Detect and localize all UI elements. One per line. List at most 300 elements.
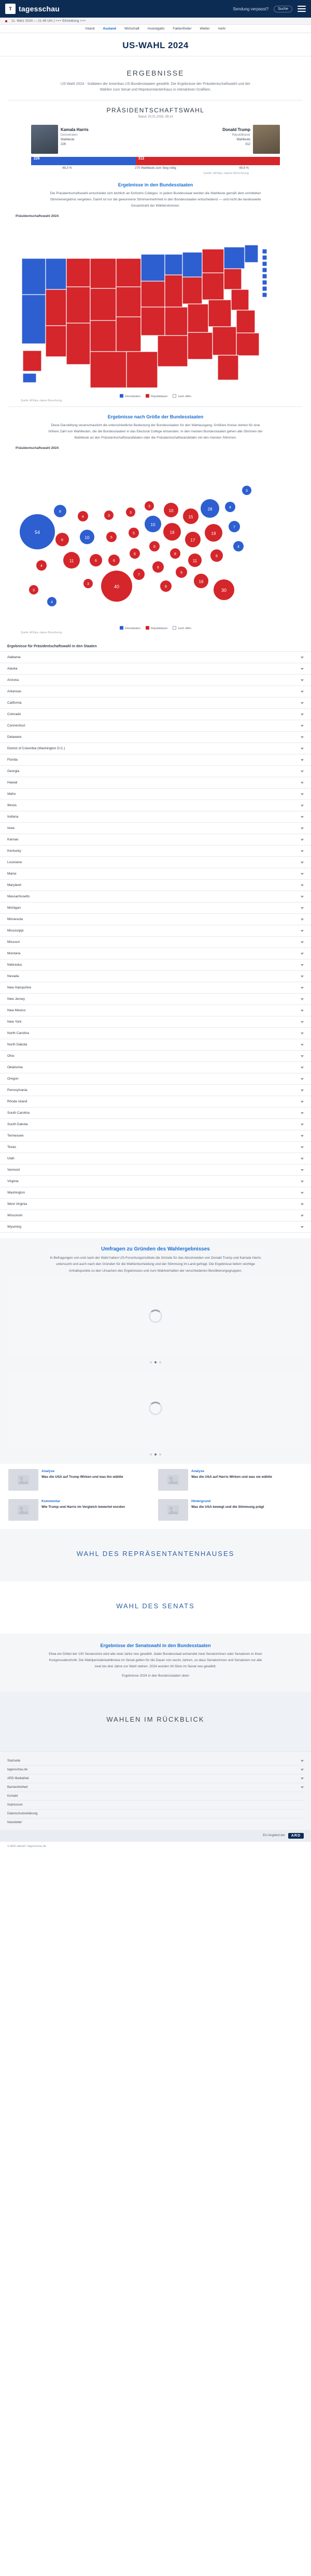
divider-2 (8, 406, 303, 407)
state-label: Montana (7, 952, 21, 956)
state-label: South Carolina (7, 1111, 30, 1115)
state-row[interactable] (0, 1165, 311, 1176)
chevron-down-icon[interactable] (301, 702, 304, 704)
svg-text:4: 4 (237, 545, 239, 549)
state-row[interactable] (0, 1016, 311, 1028)
svg-text:6: 6 (61, 539, 63, 543)
state-label: New York (7, 1020, 22, 1024)
footer-label: Kontakt (7, 1794, 18, 1798)
footer (0, 1751, 311, 1830)
brand[interactable] (5, 4, 60, 14)
electoral-bar-rep (136, 157, 280, 165)
electoral-bar-wrap (0, 154, 311, 175)
teaser-thumb-4 (158, 1499, 188, 1521)
trump-portrait (253, 125, 280, 154)
trump-name: Donald Trump (222, 127, 250, 133)
footer-label: Barrierefreiheit (7, 1785, 28, 1789)
polls-section (0, 1238, 311, 1463)
chevron-down-icon[interactable] (301, 1226, 304, 1228)
teaser-kicker: Kommentar (41, 1499, 61, 1503)
teaser-card[interactable] (158, 1469, 303, 1491)
map2-caption: Präsidentschaftswahl 2024 (16, 446, 59, 450)
footer-item[interactable] (7, 1774, 304, 1783)
svg-text:10: 10 (150, 522, 156, 528)
state-row[interactable] (0, 959, 311, 971)
state-label: Maryland (7, 883, 21, 887)
state-row[interactable] (0, 697, 311, 709)
footer-bottom (0, 1830, 311, 1842)
chevron-down-icon[interactable] (301, 1778, 304, 1780)
state-row[interactable] (0, 834, 311, 846)
state-row[interactable] (0, 1005, 311, 1016)
carousel-dot-active[interactable] (154, 1453, 157, 1456)
teaser-headline: Was die USA bewegt und die Stimmung prägt (191, 1505, 264, 1509)
svg-text:6: 6 (95, 559, 97, 563)
teaser-text (191, 1469, 272, 1491)
svg-text:11: 11 (69, 559, 74, 564)
chevron-down-icon[interactable] (301, 1135, 304, 1137)
polls-carousel-dots-2[interactable] (0, 1450, 311, 1459)
chevron-down-icon[interactable] (301, 1203, 304, 1205)
teaser-card[interactable] (8, 1499, 153, 1521)
map1-block-title: Ergebnisse in den Bundesstaaten (118, 182, 193, 188)
state-row[interactable] (0, 1051, 311, 1062)
candidate-trump (156, 125, 280, 154)
svg-text:8: 8 (165, 585, 167, 589)
chevron-down-icon[interactable] (301, 1021, 304, 1023)
footer-item[interactable] (7, 1783, 304, 1792)
state-label: Massachusetts (7, 895, 30, 899)
chevron-down-icon[interactable] (301, 1169, 304, 1171)
state-label: New Jersey (7, 997, 25, 1001)
chevron-down-icon[interactable] (301, 714, 304, 716)
teaser-headline: Wie Trump und Harris im Vergleich bewertet wurden (41, 1505, 125, 1509)
chevron-down-icon[interactable] (301, 1215, 304, 1217)
chevron-down-icon[interactable] (301, 1101, 304, 1103)
chevron-down-icon[interactable] (301, 759, 304, 761)
footer-item[interactable] (7, 1801, 304, 1810)
live-dot-icon (5, 20, 7, 22)
state-label: Wisconsin (7, 1214, 23, 1218)
chevron-down-icon[interactable] (301, 998, 304, 1000)
senate-heading: WAHL DES SENATS (116, 1602, 195, 1610)
state-label: Utah (7, 1157, 15, 1161)
state-label: North Carolina (7, 1031, 29, 1036)
top-bar (0, 0, 311, 18)
electoral-map-states[interactable] (0, 220, 311, 406)
state-row[interactable] (0, 1221, 311, 1233)
copyright: © ARD-aktuell / tagesschau.de (7, 1844, 46, 1848)
electoral-bar-rep-value: 312 (138, 157, 145, 161)
polls-carousel-dots-1[interactable] (0, 1358, 311, 1366)
chevron-down-icon[interactable] (301, 1769, 304, 1771)
nav-item-ausland[interactable]: Ausland (103, 27, 116, 31)
chevron-down-icon[interactable] (301, 850, 304, 852)
state-label: Indiana (7, 815, 19, 819)
carousel-dot[interactable] (150, 1361, 152, 1363)
chevron-down-icon[interactable] (301, 907, 304, 909)
electoral-bar-labels (31, 165, 280, 170)
carousel-dot[interactable] (150, 1453, 152, 1456)
chevron-down-icon[interactable] (301, 1032, 304, 1035)
chevron-down-icon[interactable] (301, 862, 304, 864)
state-label: Kansas (7, 838, 19, 842)
state-row[interactable] (0, 800, 311, 811)
svg-text:4: 4 (82, 515, 84, 519)
house-heading: WAHL DES REPRÄSENTANTENHAUSES (76, 1549, 235, 1558)
svg-text:6: 6 (113, 559, 115, 563)
svg-text:8: 8 (59, 510, 61, 514)
teaser-text (41, 1499, 125, 1521)
state-row[interactable] (0, 1187, 311, 1199)
electoral-bar (31, 157, 280, 165)
senate-states-title: Ergebnisse der Senatswahl in den Bundesstaaten (100, 1642, 211, 1648)
state-row[interactable] (0, 823, 311, 834)
state-label: Georgia (7, 769, 20, 774)
chevron-down-icon[interactable] (301, 668, 304, 670)
electoral-map-bubbles[interactable] (0, 452, 311, 638)
state-label: District of Columbia (Washington D.C.) (7, 747, 65, 751)
state-row[interactable] (0, 903, 311, 914)
svg-text:6: 6 (157, 566, 159, 570)
state-label: Iowa (7, 826, 15, 831)
chevron-down-icon[interactable] (301, 736, 304, 738)
nav-item-mehr[interactable]: mehr (218, 27, 226, 31)
state-row[interactable] (0, 675, 311, 686)
nav-item-wetter[interactable]: Wetter (200, 27, 210, 31)
state-row[interactable] (0, 880, 311, 891)
chevron-down-icon[interactable] (301, 1786, 304, 1788)
svg-text:6: 6 (153, 545, 156, 549)
news-ticker (0, 18, 311, 25)
state-label: North Dakota (7, 1043, 27, 1047)
brand-name: tagesschau (19, 5, 60, 13)
chevron-down-icon[interactable] (301, 770, 304, 773)
state-row[interactable] (0, 994, 311, 1005)
chevron-down-icon[interactable] (301, 1181, 304, 1183)
harris-portrait (31, 125, 58, 154)
state-label: Ohio (7, 1054, 15, 1058)
state-label: Missouri (7, 940, 20, 944)
chevron-down-icon[interactable] (301, 941, 304, 943)
candidate-harris (31, 125, 156, 154)
state-row[interactable] (0, 1176, 311, 1187)
state-row[interactable] (0, 857, 311, 868)
teaser-thumb-1 (8, 1469, 38, 1491)
harris-percent: 48,3 % (62, 167, 72, 170)
harris-party: Demokraten (61, 134, 78, 137)
polls-text: In Befragungen von und nach der Wahl haben US-Forschungsinstitute die Gründe für das Abschneiden von Donald Trump und Kamala Harris untersucht und auch nach den Gründen für die Wahlentscheidung und der Stimmung im Land gefragt. Die Ergebnisse liefern wichtige Anhaltspunkte zu den Ursachen des Ergebnisses und zum Wahlverhalten der verschiedenen Bevölkerungsgruppen. (50, 1256, 261, 1273)
svg-text:15: 15 (188, 515, 193, 520)
legend-item-open: noch offen (173, 394, 191, 398)
teaser-kicker: Analyse (41, 1469, 54, 1473)
state-row[interactable] (0, 1119, 311, 1130)
sendung-verpasst-link[interactable]: Sendung verpasst? (233, 6, 269, 11)
footer-label: ARD Mediathek (7, 1777, 30, 1780)
teaser-row-1 (0, 1464, 311, 1499)
svg-text:10: 10 (84, 535, 90, 541)
svg-text:54: 54 (34, 530, 40, 535)
svg-text:10: 10 (168, 508, 174, 514)
results-intro-text: US-Wahl 2024 - Soldaten der Amerikas US-Bundesstaaten gewählt. Die Ergebnisse der Präsidentschaftswahl und der Wahlen zum Senat und Repräsentantenhaus in interaktiven Grafiken. (61, 82, 250, 92)
map1-source: Quelle: AP/dpa, eigene Berechnung (21, 399, 62, 403)
state-row[interactable] (0, 868, 311, 880)
state-label: Colorado (7, 712, 21, 717)
legend2-item-open: noch offen (173, 626, 191, 630)
footer-item[interactable] (7, 1757, 304, 1766)
teaser-kicker: Analyse (191, 1469, 204, 1473)
state-label: Kentucky (7, 849, 21, 853)
state-row[interactable] (0, 1085, 311, 1096)
map2-block-text: Diese Darstellung veranschaulicht die unterschiedliche Bedeutung der Bundesstaaten für den Wahlausgang. Größere Kreise stehen für eine höhere Zahl von Wahlleuten, die die Bundesstaaten in das Electoral College entsenden. In den meisten Bundesstaaten gehen alle Stimmen der Wahlleute an den Präsidentschaftskandidaten oder die Präsidentschaftskandidatin mit den meisten Stimmen. (48, 424, 263, 440)
nav-item-faktenfinder[interactable]: Faktenfinder (173, 27, 192, 31)
state-label: West Virginia (7, 1202, 27, 1206)
retrospective-heading: WAHLEN IM RÜCKBLICK (106, 1715, 205, 1723)
senate-section (0, 1581, 311, 1634)
house-section (0, 1529, 311, 1581)
state-label: Pennsylvania (7, 1088, 27, 1093)
harris-electors: 226 (61, 143, 66, 147)
candidate-row (0, 125, 311, 154)
footer-item[interactable] (7, 1792, 304, 1801)
chevron-down-icon[interactable] (301, 782, 304, 784)
map2-legend (10, 626, 301, 630)
svg-text:5: 5 (110, 536, 112, 540)
chevron-down-icon[interactable] (301, 1055, 304, 1057)
chevron-down-icon[interactable] (301, 987, 304, 989)
retrospective-section (0, 1692, 311, 1751)
state-row[interactable] (0, 1210, 311, 1221)
chevron-down-icon[interactable] (301, 725, 304, 727)
state-row[interactable] (0, 1062, 311, 1073)
teaser-thumb-3 (8, 1499, 38, 1521)
svg-text:3: 3 (246, 489, 248, 493)
states-list-title: Ergebnisse für Präsidentschaftswahl in den Staaten (7, 645, 97, 649)
svg-text:5: 5 (133, 532, 135, 536)
chevron-down-icon[interactable] (301, 1158, 304, 1160)
state-label: Texas (7, 1145, 16, 1149)
svg-text:8: 8 (174, 552, 176, 557)
state-row[interactable] (0, 1039, 311, 1051)
state-row[interactable] (0, 789, 311, 800)
svg-text:4: 4 (51, 601, 53, 605)
teaser-kicker: Hintergrund (191, 1499, 211, 1503)
nav-item-wirtschaft[interactable]: Wirtschaft (124, 27, 139, 31)
trump-percent: 49,9 % (239, 167, 249, 170)
state-label: Maine (7, 872, 17, 876)
state-row[interactable] (0, 891, 311, 903)
state-label: Vermont (7, 1168, 20, 1172)
state-row[interactable] (0, 937, 311, 948)
svg-text:3: 3 (108, 514, 110, 518)
teaser-card[interactable] (8, 1469, 153, 1491)
ard-logo[interactable]: ARD (288, 1833, 304, 1839)
us-map-bubble-svg[interactable] (10, 454, 301, 625)
chevron-down-icon[interactable] (301, 679, 304, 681)
state-row[interactable] (0, 1142, 311, 1153)
presidential-source: Quelle: AP/dpa, eigene Berechnung (203, 172, 249, 176)
svg-text:8: 8 (216, 555, 218, 559)
state-row[interactable] (0, 777, 311, 789)
footer-label: tagesschau.de (7, 1768, 28, 1771)
majority-note: 270 Wahlleute zum Sieg nötig (135, 167, 176, 170)
presidential-header (0, 100, 311, 121)
footer-item[interactable] (7, 1818, 304, 1827)
chevron-down-icon[interactable] (301, 1760, 304, 1762)
state-row[interactable] (0, 1153, 311, 1165)
top-bar-right (233, 6, 306, 12)
state-label: Rhode Island (7, 1100, 27, 1104)
chevron-down-icon[interactable] (301, 1146, 304, 1148)
state-row[interactable] (0, 732, 311, 743)
polls-title: Umfragen zu Gründen des Wahlergebnisses (101, 1246, 210, 1253)
svg-text:19: 19 (169, 530, 175, 535)
state-label: Alaska (7, 667, 18, 671)
state-row[interactable] (0, 1096, 311, 1108)
svg-text:30: 30 (221, 588, 227, 593)
search-pill[interactable]: Suche (274, 6, 292, 12)
chevron-down-icon[interactable] (301, 1078, 304, 1080)
loading-spinner-icon (149, 1309, 162, 1323)
state-label: Nevada (7, 974, 19, 979)
state-label: Virginia (7, 1180, 19, 1184)
state-row[interactable] (0, 754, 311, 766)
chevron-down-icon[interactable] (301, 657, 304, 659)
svg-text:11: 11 (192, 559, 197, 564)
state-label: Nebraska (7, 963, 22, 967)
chevron-down-icon[interactable] (301, 873, 304, 875)
state-row[interactable] (0, 982, 311, 994)
map2-source: Quelle: AP/dpa, eigene Berechnung (21, 631, 62, 635)
legend-item-rep: Republikaner (146, 394, 167, 398)
footer-bottom-label: Ein Angebot der (263, 1834, 285, 1838)
chevron-down-icon[interactable] (301, 1192, 304, 1194)
harris-info (61, 125, 89, 147)
page-title-band (0, 33, 311, 56)
footer-item[interactable] (7, 1810, 304, 1818)
chevron-down-icon[interactable] (301, 964, 304, 966)
svg-text:6: 6 (134, 552, 136, 557)
chevron-down-icon[interactable] (301, 1089, 304, 1091)
state-row[interactable] (0, 1073, 311, 1085)
electoral-bar-dem (31, 157, 136, 165)
carousel-dot[interactable] (159, 1453, 161, 1456)
svg-text:3: 3 (33, 589, 35, 593)
chevron-down-icon[interactable] (301, 748, 304, 750)
electoral-bar-dem-value: 226 (34, 157, 40, 161)
state-row[interactable] (0, 914, 311, 925)
state-label: Connecticut (7, 724, 25, 728)
state-row[interactable] (0, 1108, 311, 1119)
state-label: Illinois (7, 804, 17, 808)
state-row[interactable] (0, 948, 311, 959)
carousel-dot[interactable] (159, 1361, 161, 1363)
chevron-down-icon[interactable] (301, 691, 304, 693)
chevron-down-icon[interactable] (301, 1044, 304, 1046)
svg-text:9: 9 (180, 571, 182, 575)
state-label: Alabama (7, 656, 21, 660)
teaser-headline: Was die USA auf Harris Wirken und was sie wählte (191, 1475, 272, 1479)
us-map-choropleth-svg[interactable] (10, 222, 301, 393)
trump-info (222, 125, 250, 147)
chevron-down-icon[interactable] (301, 930, 304, 932)
state-label: Oklahoma (7, 1066, 23, 1070)
main-nav (0, 25, 311, 33)
chevron-down-icon[interactable] (301, 793, 304, 795)
svg-text:3: 3 (87, 583, 89, 587)
state-label: Tennessee (7, 1134, 24, 1138)
map1-block-text: Die Präsidentschaftswahl entscheidet sich letztlich an fünfzehn Colleges. In jedem Bundesstaat werden die Wahlleute gemäß dem ermittelten Stimmenergebnis vergeben. Damit ist nur die gewonnene Stimmenmehrheit in den Bundesstaaten entscheidend — und nicht die landesweite Gesamtzahl der Wählerstimmen. (50, 192, 261, 208)
states-accordion (0, 651, 311, 1233)
carousel-dot-active[interactable] (154, 1361, 157, 1363)
state-row[interactable] (0, 651, 311, 663)
state-row[interactable] (0, 686, 311, 697)
state-row[interactable] (0, 1130, 311, 1142)
nav-item-inland[interactable]: Inland (85, 27, 95, 31)
teaser-thumb-2 (158, 1469, 188, 1491)
teaser-card[interactable] (158, 1499, 303, 1521)
nav-item-investigativ[interactable]: Investigativ (147, 27, 165, 31)
state-row[interactable] (0, 925, 311, 937)
legend2-item-dem: Demokraten (120, 626, 140, 630)
state-label: California (7, 701, 22, 705)
teaser-headline: Was die USA auf Trump Wirken und was ihn wählte (41, 1475, 123, 1479)
state-row[interactable] (0, 720, 311, 732)
state-row[interactable] (0, 766, 311, 777)
state-row[interactable] (0, 1028, 311, 1039)
chevron-down-icon[interactable] (301, 896, 304, 898)
chevron-down-icon[interactable] (301, 884, 304, 886)
state-row[interactable] (0, 971, 311, 982)
trump-party: Republikaner (232, 134, 250, 137)
chevron-down-icon[interactable] (301, 816, 304, 818)
state-row[interactable] (0, 811, 311, 823)
state-row[interactable] (0, 663, 311, 675)
footer-label: Startseite (7, 1759, 21, 1763)
svg-text:17: 17 (190, 538, 195, 543)
hamburger-icon[interactable] (298, 6, 306, 12)
chevron-down-icon[interactable] (301, 976, 304, 978)
chevron-down-icon[interactable] (301, 839, 304, 841)
chevron-down-icon[interactable] (301, 805, 304, 807)
svg-text:4: 4 (40, 564, 43, 569)
state-label: Wyoming (7, 1225, 22, 1229)
chevron-down-icon[interactable] (301, 827, 304, 829)
teaser-text (41, 1469, 123, 1491)
state-label: Arkansas (7, 690, 22, 694)
loading-spinner-icon (149, 1402, 162, 1415)
map1-caption: Präsidentschaftswahl 2024 (16, 214, 59, 219)
teaser-row-2 (0, 1499, 311, 1529)
svg-text:16: 16 (199, 579, 204, 585)
state-label: Mississippi (7, 929, 24, 933)
trump-electors-label: Wahlleute (236, 138, 250, 142)
trump-electors: 312 (245, 143, 250, 147)
chevron-down-icon[interactable] (301, 1124, 304, 1126)
state-row[interactable] (0, 743, 311, 754)
state-label: Florida (7, 758, 18, 762)
chevron-down-icon[interactable] (301, 1067, 304, 1069)
state-row[interactable] (0, 846, 311, 857)
state-row[interactable] (0, 709, 311, 720)
footer-item[interactable] (7, 1766, 304, 1774)
chevron-down-icon[interactable] (301, 953, 304, 955)
chevron-down-icon[interactable] (301, 1112, 304, 1114)
map1-legend (10, 394, 301, 398)
chevron-down-icon[interactable] (301, 919, 304, 921)
state-row[interactable] (0, 1199, 311, 1210)
chevron-down-icon[interactable] (301, 1010, 304, 1012)
